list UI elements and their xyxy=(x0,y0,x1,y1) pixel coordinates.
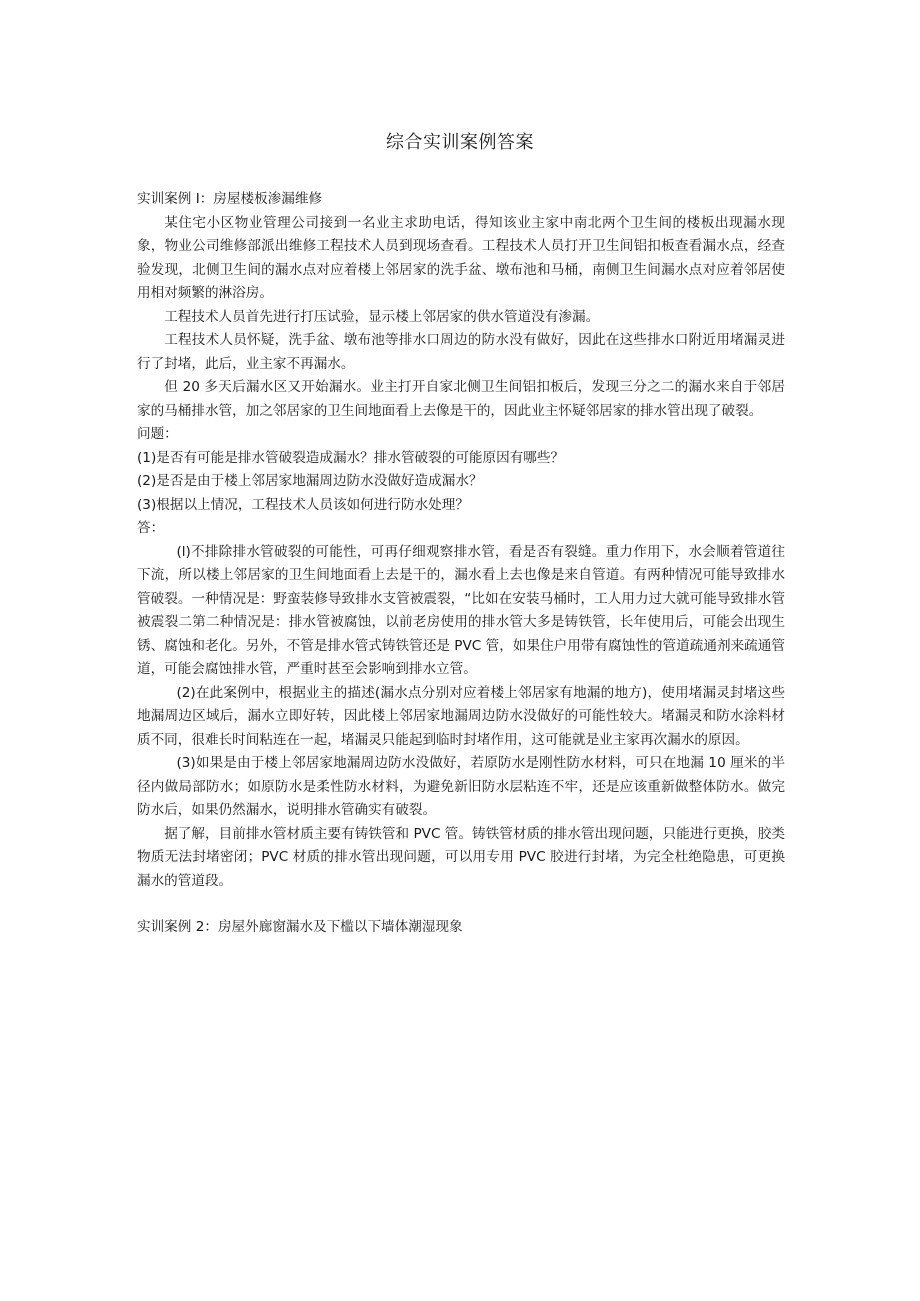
document-body xyxy=(137,188,785,940)
answer-label: 答： xyxy=(137,520,165,536)
case1-paragraph: 工程技术人员怀疑，洗手盆、墩布池等排水口周边的防水没有做好，因此在这些排水口附近用堵漏灵进行了封堵，此后，业主家不再漏水。 xyxy=(137,332,785,372)
question-item: (2)是否是由于楼上邻居家地漏周边防水没做好造成漏水？ xyxy=(137,473,483,489)
case1-paragraph: 某住宅小区物业管理公司接到一名业主求助电话，得知该业主家中南北两个卫生间的楼板出现漏水现象，物业公司维修部派出维修工程技术人员到现场查看。工程技术人员打开卫生间铝扣板查看漏水点，经查验发现，北侧卫生间的漏水点对应着楼上邻居家的洗手盆、墩布池和马桶，南侧卫生间漏水点对应着邻居使用相对频繁的淋浴房。 xyxy=(137,214,785,301)
answer-paragraph: (l)不排除排水管破裂的可能性，可再仔细观察排水管，看是否有裂缝。重力作用下，水会顺着管道往下流，所以楼上邻居家的卫生间地面看上去是干的，漏水看上去也像是来自管道。有两种情况可能导致排水管破裂。一种情况是：野蛮装修导致排水支管被震裂，“比如在安装马桶时，工人用力过大就可能导致排水管被震裂二第二种情况是：排水管被腐蚀，以前老房使用的排水管大多是铸铁管，长年使用后，可能会出现生锈、腐蚀和老化。另外，不管是排水管式铸铁管还是 PVC 管，如果住户用带有腐蚀性的管道疏通剂来疏通管道，可能会腐蚀排水管，严重时甚至会影响到排水立管。 xyxy=(137,543,785,677)
closing-paragraph: 据了解，目前排水管材质主要有铸铁管和 PVC 管。铸铁管材质的排水管出现问题，只能进行更换，胶类物质无法封堵密闭；PVC 材质的排水管出现问题，可以用专用 PVC 胶进行封堵，为完全杜绝隐患，可更换漏水的管道段。 xyxy=(137,825,785,889)
case1-paragraph: 但 20 多天后漏水区又开始漏水。业主打开自家北侧卫生间铝扣板后，发现三分之二的漏水来自于邻居家的马桶排水管，加之邻居家的卫生间地面看上去像是干的，因此业主怀疑邻居家的排水管出现了破裂。 xyxy=(137,379,785,419)
questions-label: 问题： xyxy=(137,426,178,442)
case1-paragraph: 工程技术人员首先进行打压试验，显示楼上邻居家的供水管道没有渗漏。 xyxy=(164,308,600,325)
section-gap xyxy=(137,893,785,916)
case2-heading: 实训案例 2：房屋外廊窗漏水及下槛以下墙体潮湿现象 xyxy=(137,919,463,935)
case1-heading: 实训案例 I：房屋楼板渗漏维修 xyxy=(137,191,323,207)
page-title: 综合实训案例答案 xyxy=(386,132,534,153)
question-item: (1)是否有可能是排水管破裂造成漏水？排水管破裂的可能原因有哪些？ xyxy=(137,449,565,466)
answer-paragraph: (2)在此案例中，根据业主的描述(漏水点分别对应着楼上邻居家有地漏的地方)，使用堵漏灵封堵这些地漏周边区域后，漏水立即好转，因此楼上邻居家地漏周边防水没做好的可能性较大。堵漏灵和防水涂料材质不同，很难长时间粘连在一起，堵漏灵只能起到临时封堵作用，这可能就是业主家再次漏水的原因。 xyxy=(137,684,785,748)
answer-paragraph: (3)如果是由于楼上邻居家地漏周边防水没做好，若原防水是刚性防水材料，可只在地漏 10 厘米的半径内做局部防水；如原防水是柔性防水材料，为避免新旧防水层粘连不牢，还是应该重新做整体防水。做完防水后，如果仍然漏水，说明排水管确实有破裂。 xyxy=(137,755,785,818)
question-item: (3)根据以上情况，工程技术人员该如何进行防水处理？ xyxy=(137,496,469,513)
